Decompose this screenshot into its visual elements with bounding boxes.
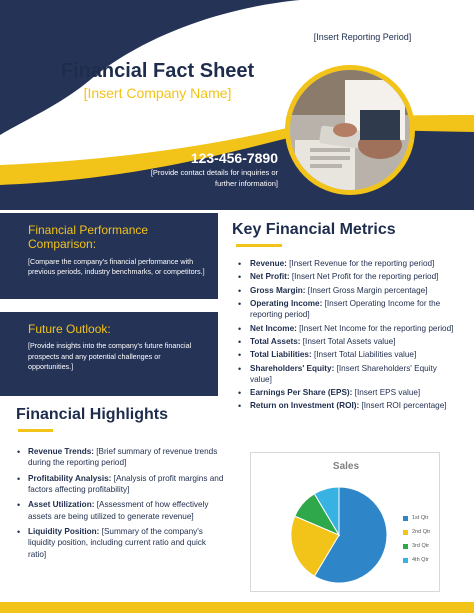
outlook-panel <box>0 312 218 396</box>
legend-swatch <box>403 558 408 563</box>
legend-swatch <box>403 516 408 521</box>
legend-label: 4th Qtr <box>412 557 429 563</box>
sales-chart <box>250 452 440 592</box>
metric-item: • Revenue: [Insert Revenue for the reporting period] <box>236 258 458 269</box>
metric-item: • Operating Income: [Insert Operating Income for the reporting period] <box>236 298 458 321</box>
highlights-title: Financial Highlights <box>16 406 169 423</box>
contact-details: [Provide contact details for inquiries or further information] <box>150 168 278 188</box>
chart-legend <box>403 511 430 567</box>
comparison-body: [Compare the company's financial performance with previous periods, industry benchmarks, or competitors.] <box>28 256 205 277</box>
legend-label: 2nd Qtr <box>412 529 431 535</box>
metrics-title: Key Financial Metrics <box>232 221 396 238</box>
finance-photo <box>285 65 415 195</box>
legend-item <box>403 525 430 539</box>
metric-item: • Earnings Per Share (EPS): [Insert EPS value] <box>236 387 458 398</box>
highlights-underline <box>18 429 53 432</box>
reporting-period: [Insert Reporting Period] <box>313 32 412 42</box>
highlights-list <box>16 446 226 564</box>
legend-label: 1st Qtr <box>412 515 429 521</box>
legend-label: 3rd Qtr <box>412 543 430 549</box>
outlook-title: Future Outlook: <box>28 322 111 336</box>
highlight-item: • Revenue Trends: [Brief summary of revenue trends during the reporting period] <box>16 446 226 469</box>
metric-item: • Gross Margin: [Insert Gross Margin percentage] <box>236 285 458 296</box>
comparison-panel <box>0 213 218 299</box>
metric-item: • Return on Investment (ROI): [Insert ROI percentage] <box>236 400 458 411</box>
company-name: [Insert Company Name] <box>83 85 232 101</box>
highlight-item: • Liquidity Position: [Summary of the company's liquidity position, including current ratio and quick ratio] <box>16 526 226 560</box>
comparison-title: Financial Performance Comparison: <box>28 223 149 252</box>
metric-item: • Net Income: [Insert Net Income for the reporting period] <box>236 323 458 334</box>
metrics-list <box>236 258 458 414</box>
legend-item <box>403 553 430 567</box>
metric-item: • Total Assets: [Insert Total Assets value] <box>236 336 458 347</box>
legend-item <box>403 539 430 553</box>
page-title: Financial Fact Sheet <box>60 60 255 82</box>
metric-item: • Net Profit: [Insert Net Profit for the reporting period] <box>236 271 458 282</box>
metrics-underline <box>236 244 282 247</box>
legend-swatch <box>403 544 408 549</box>
metric-item: • Total Liabilities: [Insert Total Liabilities value] <box>236 349 458 360</box>
chart-title: Sales <box>332 461 360 472</box>
legend-swatch <box>403 530 408 535</box>
metric-item: • Shareholders' Equity: [Insert Shareholders' Equity value] <box>236 363 458 386</box>
highlight-item: • Profitability Analysis: [Analysis of profit margins and factors affecting profitability] <box>16 473 226 496</box>
photo-illustration <box>290 70 410 190</box>
contact-phone: 123-456-7890 <box>190 150 278 166</box>
highlight-item: • Asset Utilization: [Assessment of how effectively assets are being utilized to generate revenue] <box>16 499 226 522</box>
outlook-body: [Provide insights into the company's future financial prospects and any potential challenges or opportunities.] <box>28 341 192 372</box>
footer-bar <box>0 602 474 613</box>
legend-item <box>403 511 430 525</box>
